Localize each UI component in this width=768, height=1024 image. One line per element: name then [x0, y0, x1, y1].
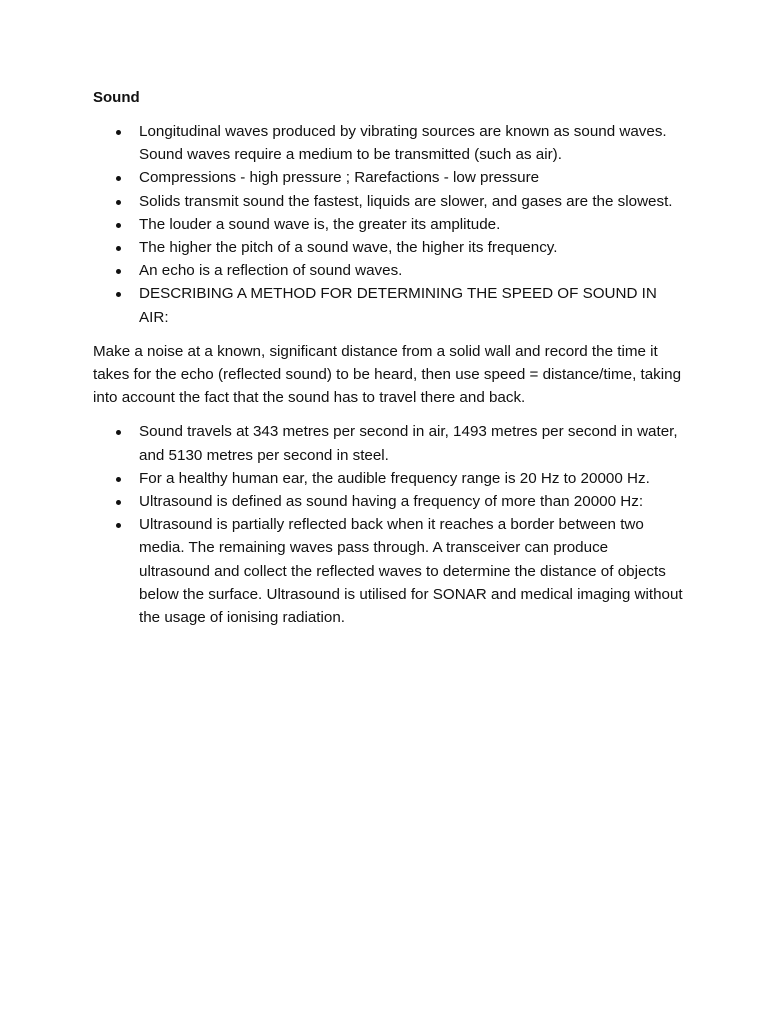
bullet-icon — [116, 500, 121, 505]
list-item-text: Compressions - high pressure ; Rarefactions - low pressure — [139, 169, 540, 187]
bullet-icon — [116, 223, 121, 228]
list-item-text: The higher the pitch of a sound wave, the higher its frequency. — [139, 239, 558, 257]
bullet-icon — [116, 292, 121, 297]
bullet-list-facts — [93, 420, 683, 629]
document-content — [93, 86, 683, 629]
list-item — [93, 490, 683, 513]
bullet-icon — [116, 200, 121, 205]
list-item-text: Solids transmit sound the fastest, liquids are slower, and gases are the slowest. — [139, 192, 673, 210]
list-item-text: For a healthy human ear, the audible frequency range is 20 Hz to 20000 Hz. — [139, 469, 650, 487]
list-item — [93, 213, 683, 236]
bullet-icon — [116, 523, 121, 528]
list-item — [93, 467, 683, 490]
bullet-icon — [116, 430, 121, 435]
list-item-text: Ultrasound is defined as sound having a frequency of more than 20000 Hz: — [139, 493, 644, 511]
list-item-text: The louder a sound wave is, the greater its amplitude. — [139, 215, 501, 233]
bullet-icon — [116, 176, 121, 181]
list-item-text: Longitudinal waves produced by vibrating sources are known as sound waves. Sound waves require a medium to be transmitted (such as air). — [139, 123, 667, 164]
list-item-text: An echo is a reflection of sound waves. — [139, 262, 403, 280]
bullet-icon — [116, 130, 121, 135]
bullet-icon — [116, 246, 121, 251]
list-item — [93, 120, 683, 166]
bullet-list-properties — [93, 120, 683, 329]
list-item-text: Ultrasound is partially reflected back when it reaches a border between two media. The remaining waves pass through. A transceiver can produce ultrasound and collect the reflected waves to determine the distance of objects below the surface. Ultrasound is utilised for SONAR and medical imaging without the usage of ionising radiation. — [139, 516, 683, 627]
list-item-text: Sound travels at 343 metres per second in air, 1493 metres per second in water, and 5130 metres per second in steel. — [139, 423, 678, 464]
list-item — [93, 166, 683, 189]
method-paragraph: Make a noise at a known, significant distance from a solid wall and record the time it takes for the echo (reflected sound) to be heard, then use speed = distance/time, taking into account the fact that the sound has to travel there and back. — [93, 342, 682, 407]
list-item — [93, 190, 683, 213]
bullet-icon — [116, 269, 121, 274]
page-title: Sound — [93, 89, 140, 106]
list-item — [93, 259, 683, 282]
list-item — [93, 420, 683, 466]
list-item-text: DESCRIBING A METHOD FOR DETERMINING THE SPEED OF SOUND IN AIR: — [139, 285, 657, 326]
list-item — [93, 513, 683, 629]
bullet-icon — [116, 477, 121, 482]
list-item — [93, 282, 683, 328]
list-item — [93, 236, 683, 259]
